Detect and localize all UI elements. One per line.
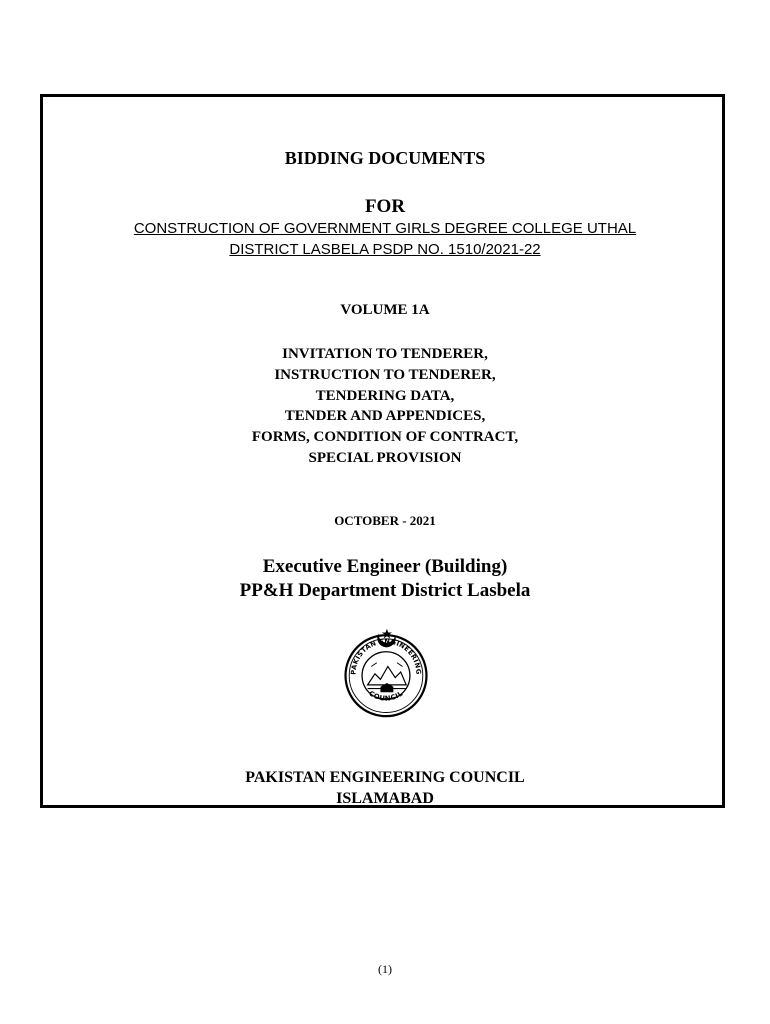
issuing-council	[0, 767, 770, 809]
footer-line-1: PAKISTAN ENGINEERING COUNCIL	[245, 769, 525, 786]
issue-date: OCTOBER - 2021	[334, 513, 436, 528]
office-line-2: PP&H Department District Lasbela	[239, 580, 531, 601]
volume-label: VOLUME 1A	[340, 302, 430, 318]
svg-text:PAKISTAN ENGINEERING: PAKISTAN ENGINEERING	[349, 637, 423, 675]
office-line-1: Executive Engineer (Building)	[262, 556, 508, 577]
contents-item: FORMS, CONDITION OF CONTRACT,	[251, 429, 519, 446]
contents-item: TENDER AND APPENDICES,	[284, 408, 486, 425]
pakistan-engineering-council-seal-icon	[340, 626, 432, 718]
issuing-office	[0, 555, 770, 603]
contents-item: INSTRUCTION TO TENDERER,	[274, 366, 496, 383]
project-title-line-2: DISTRICT LASBELA PSDP NO. 1510/2021-22	[229, 241, 541, 258]
for-label: FOR	[364, 196, 406, 217]
project-title-line-1: CONSTRUCTION OF GOVERNMENT GIRLS DEGREE COLLEGE UTHAL	[133, 220, 637, 237]
svg-text:COUNCIL: COUNCIL	[367, 689, 405, 703]
document-title: BIDDING DOCUMENTS	[284, 148, 486, 168]
contents-item: INVITATION TO TENDERER,	[282, 346, 488, 362]
contents-item: TENDERING DATA,	[315, 387, 455, 404]
page-number: (1)	[378, 962, 392, 976]
contents-item: SPECIAL PROVISION	[308, 449, 462, 466]
volume-contents-list	[0, 344, 770, 469]
footer-line-2: ISLAMABAD	[336, 790, 434, 807]
